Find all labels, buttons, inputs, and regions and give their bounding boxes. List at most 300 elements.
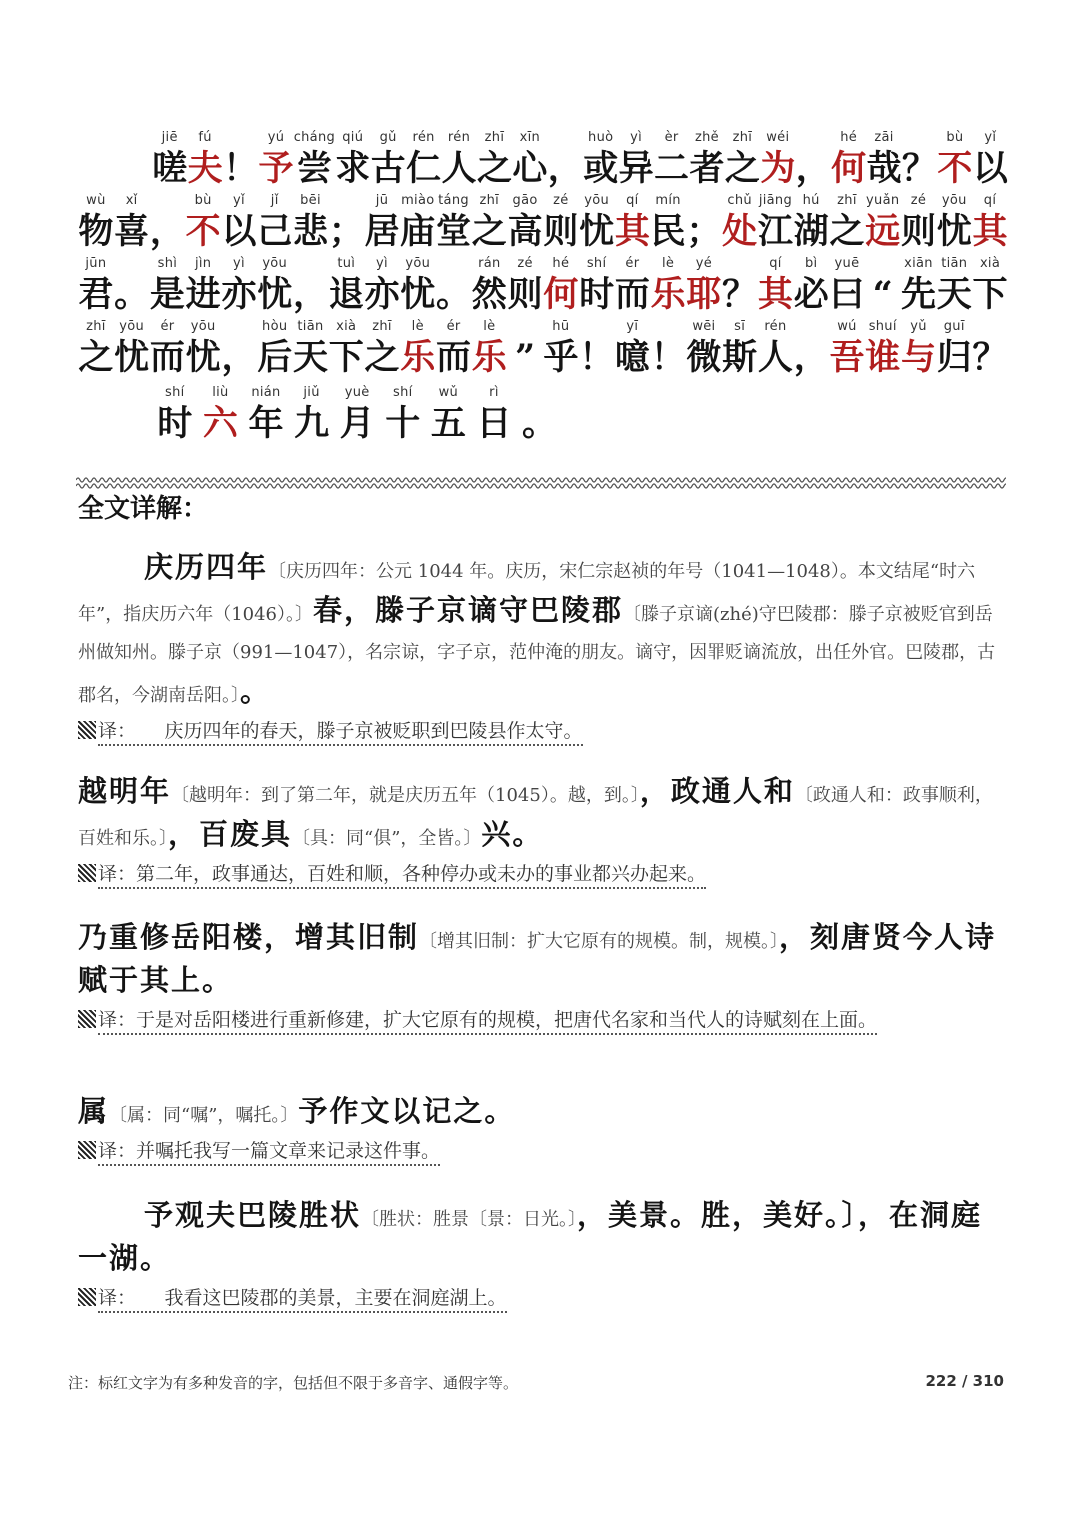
pinyin: bù — [194, 193, 212, 208]
pinyin: xīn — [519, 130, 541, 145]
source-text: 。 — [240, 674, 272, 708]
pinyin: qí — [769, 256, 782, 271]
pinyin: zhī — [837, 193, 857, 208]
pinyin: lè — [411, 319, 424, 334]
pinyin: bù — [946, 130, 964, 145]
pinyin: bì — [804, 256, 818, 271]
ruby-char — [507, 255, 543, 317]
ruby-char — [335, 129, 370, 191]
ruby-char — [654, 129, 689, 191]
pinyin: zhī — [732, 130, 753, 145]
ruby-char — [686, 192, 722, 254]
pinyin: yī — [626, 319, 639, 334]
pinyin: wù — [86, 193, 106, 208]
ruby-char — [796, 129, 831, 191]
ruby-char — [114, 255, 150, 317]
ruby-char — [902, 129, 937, 191]
pinyin: shí — [393, 385, 413, 400]
ruby-char — [150, 318, 186, 380]
hanzi: “ — [872, 274, 893, 315]
ruby-char — [400, 318, 436, 380]
ruby-char — [579, 318, 615, 380]
pinyin: lè — [662, 256, 675, 271]
pinyin: jiāng — [758, 193, 793, 208]
ruby-char — [760, 129, 795, 191]
ruby-char — [793, 255, 829, 317]
hanzi: 天 — [292, 337, 328, 378]
ruby-char — [370, 129, 405, 191]
pinyin: yǔ — [910, 319, 927, 334]
pinyin: tuì — [337, 256, 356, 271]
pinyin: ér — [625, 256, 640, 271]
ruby-char — [185, 192, 221, 254]
hanzi: 民 — [650, 211, 686, 252]
pinyin: jìn — [194, 256, 212, 271]
polyphonic-char: 乐 — [400, 337, 436, 378]
pinyin: yuè — [344, 385, 370, 400]
hanzi: ， — [149, 211, 185, 252]
pinyin: jū — [375, 193, 389, 208]
pinyin: lè — [483, 319, 496, 334]
ruby-char — [187, 129, 222, 191]
ruby-char — [400, 192, 436, 254]
annotation: 〔政通人和：政事顺利，百姓和乐。〕 — [78, 785, 993, 849]
ruby-char — [221, 255, 257, 317]
pinyin: rén — [447, 130, 471, 145]
hanzi: 忧 — [579, 211, 615, 252]
pinyin: huò — [588, 130, 614, 145]
hanzi: ” — [515, 337, 536, 378]
hanzi: 之 — [829, 211, 865, 252]
ruby-char — [901, 318, 937, 380]
ruby-char — [152, 384, 198, 446]
annotation: 〔胜状：胜景〔景：日光。〕 — [361, 1209, 578, 1230]
translation: 译：于是对岳阳楼进行重新修建，扩大它原有的规模，把唐代名家和当代人的诗赋刻在上面。 — [98, 1009, 877, 1035]
hanzi: 乎 — [543, 337, 579, 378]
pinyin: wú — [837, 319, 857, 334]
annotation: 〔越明年：到了第二年，就是庆历五年（1045）。越，到。〕 — [171, 785, 640, 806]
ruby-char — [78, 255, 114, 317]
source-text: ，美景。胜，美好。〕，在洞庭一湖。 — [78, 1198, 983, 1275]
explanation-entry-5 — [78, 1196, 1004, 1314]
hanzi: 则 — [543, 211, 579, 252]
hanzi: 心 — [512, 148, 548, 189]
ruby-char — [507, 192, 543, 254]
ruby-char — [722, 318, 758, 380]
hanzi: 或 — [583, 148, 619, 189]
translation-icon — [78, 1288, 96, 1306]
ruby-char — [471, 318, 507, 380]
ruby-char — [650, 318, 686, 380]
ruby-char — [441, 129, 476, 191]
ruby-char — [829, 318, 865, 380]
polyphonic-char: 乐 — [650, 274, 686, 315]
polyphonic-char: 不 — [185, 211, 221, 252]
ruby-char — [548, 129, 583, 191]
hanzi: ！ — [223, 148, 259, 189]
ruby-char — [972, 318, 1008, 380]
hanzi: ！ — [650, 337, 686, 378]
pinyin: zāi — [874, 130, 894, 145]
pinyin: qiú — [342, 130, 364, 145]
polyphonic-char: 夫 — [187, 148, 223, 189]
hanzi: 时 — [579, 274, 615, 315]
pinyin: zhī — [372, 319, 392, 334]
annotation: 〔具：同“俱”，全皆。〕 — [292, 828, 482, 849]
hanzi: ？ — [902, 148, 938, 189]
ruby-char — [831, 129, 866, 191]
hanzi: 之 — [78, 337, 114, 378]
pinyin: jūn — [85, 256, 107, 271]
pinyin: zé — [517, 256, 533, 271]
ruby-char — [436, 255, 472, 317]
ruby-char — [758, 318, 794, 380]
hanzi: 物 — [78, 211, 114, 252]
ruby-char — [543, 255, 579, 317]
ruby-char — [364, 318, 400, 380]
ruby-char — [936, 318, 972, 380]
hanzi: 忧 — [257, 274, 293, 315]
hanzi: 退 — [328, 274, 364, 315]
pinyin: zhī — [484, 130, 505, 145]
pinyin: rén — [764, 319, 787, 334]
ruby-char — [936, 192, 972, 254]
explanation-entry-4 — [78, 1092, 1004, 1167]
pinyin: shì — [157, 256, 178, 271]
pinyin: nián — [251, 385, 281, 400]
pinyin: qí — [983, 193, 997, 208]
pinyin: hé — [840, 130, 858, 145]
ruby-char — [650, 255, 686, 317]
hanzi: 归 — [936, 337, 972, 378]
hanzi: 之 — [471, 211, 507, 252]
pinyin: yōu — [405, 256, 431, 271]
pinyin: yǐ — [232, 193, 245, 208]
hanzi: ， — [292, 274, 328, 315]
ruby-char — [289, 384, 335, 446]
ruby-char — [221, 318, 257, 380]
polyphonic-char: 其 — [757, 274, 793, 315]
pinyin: chǔ — [727, 193, 752, 208]
ruby-char — [364, 255, 400, 317]
pinyin: zé — [553, 193, 569, 208]
ruby-char — [758, 255, 794, 317]
ruby-char — [937, 129, 972, 191]
hanzi: 亦 — [221, 274, 257, 315]
polyphonic-char: 何 — [543, 274, 579, 315]
hanzi: 先 — [900, 274, 936, 315]
ruby-char — [901, 255, 937, 317]
pinyin: hòu — [262, 319, 288, 334]
hanzi: 忧 — [936, 211, 972, 252]
hanzi: 之 — [364, 337, 400, 378]
hanzi: 君 — [78, 274, 114, 315]
ruby-char — [150, 255, 186, 317]
ruby-char — [426, 384, 472, 446]
ruby-char — [328, 255, 364, 317]
polyphonic-char: 谁 — [865, 337, 901, 378]
translation: 译：第二年，政事通达，百姓和顺，各种停办或未办的事业都兴办起来。 — [98, 863, 706, 889]
hanzi: 曰 — [829, 274, 865, 315]
pinyin: yǐ — [984, 130, 997, 145]
ruby-char — [901, 192, 937, 254]
ruby-char — [579, 192, 615, 254]
polyphonic-char: 为 — [760, 148, 796, 189]
pinyin: zhě — [694, 130, 719, 145]
pinyin: tiān — [297, 319, 324, 334]
ruby-char — [758, 192, 794, 254]
ruby-char — [436, 318, 472, 380]
ruby-char — [293, 318, 329, 380]
ruby-char — [150, 192, 186, 254]
hanzi: 仁 — [406, 148, 442, 189]
annotation: 〔滕子京谪(zhé)守巴陵郡：滕子京被贬官到岳州做知州。滕子京（991—1047），名宗谅，字子京，范仲淹的朋友。谪守，因罪贬谪流放，出任外官。巴陵郡，古郡名，今湖南岳阳。〕 — [78, 604, 996, 706]
pinyin: bēi — [300, 193, 321, 208]
ruby-char — [614, 318, 650, 380]
hanzi: 尝 — [296, 148, 332, 189]
polyphonic-char: 耶 — [686, 274, 722, 315]
pinyin: ér — [160, 319, 175, 334]
hanzi: 下 — [328, 337, 364, 378]
hanzi: ， — [547, 148, 583, 189]
hanzi: 江 — [757, 211, 793, 252]
hanzi: 。 — [436, 274, 472, 315]
ruby-char — [517, 384, 563, 446]
source-text: ，刻唐贤今人诗赋于其上。 — [78, 920, 997, 997]
polyphonic-char: 六 — [202, 403, 238, 444]
pinyin: jǐ — [270, 193, 279, 208]
polyphonic-char: 与 — [900, 337, 936, 378]
hanzi: 。 — [114, 274, 150, 315]
pinyin: rén — [412, 130, 435, 145]
source-text: 予观夫巴陵胜状 — [144, 1198, 362, 1232]
hanzi: 忧 — [400, 274, 436, 315]
ruby-char — [512, 129, 547, 191]
ruby-char — [364, 192, 400, 254]
pinyin: gǔ — [379, 130, 397, 145]
ruby-char — [221, 192, 257, 254]
hanzi: 下 — [972, 274, 1008, 315]
ruby-char — [436, 192, 472, 254]
hanzi: 噫 — [614, 337, 650, 378]
pinyin: hé — [552, 256, 570, 271]
ruby-char — [257, 318, 293, 380]
ruby-char — [829, 255, 865, 317]
hanzi: 人 — [757, 337, 793, 378]
hanzi: 月 — [339, 403, 375, 444]
source-text: ，政通人和 — [639, 774, 795, 808]
ruby-char — [471, 192, 507, 254]
hanzi: 后 — [257, 337, 293, 378]
pinyin: jiǔ — [303, 385, 320, 400]
ruby-char — [793, 318, 829, 380]
section-title: 全文详解： — [78, 494, 209, 524]
ruby-char — [686, 318, 722, 380]
hanzi: 以 — [972, 148, 1008, 189]
hanzi: 己 — [257, 211, 293, 252]
ruby-char — [257, 255, 293, 317]
pinyin: xǐ — [125, 193, 138, 208]
pinyin: yōu — [941, 193, 967, 208]
pinyin: xiān — [904, 256, 933, 271]
hanzi: 异 — [618, 148, 654, 189]
pinyin: qí — [626, 193, 639, 208]
hanzi: 庙 — [400, 211, 436, 252]
hanzi: 而 — [436, 337, 472, 378]
hanzi: ？ — [722, 274, 758, 315]
hanzi: ， — [221, 337, 257, 378]
ruby-char — [972, 255, 1008, 317]
pinyin: miào — [401, 193, 435, 208]
hanzi: 而 — [149, 337, 185, 378]
ruby-char — [198, 384, 244, 446]
translation: 译： 庆历四年的春天，滕子京被贬职到巴陵县作太守。 — [98, 720, 583, 746]
pinyin: yuǎn — [866, 193, 900, 208]
ruby-char — [543, 318, 579, 380]
ruby-char — [258, 129, 293, 191]
pinyin: yé — [695, 256, 713, 271]
pinyin: gāo — [512, 193, 538, 208]
pinyin: yōu — [190, 319, 216, 334]
hanzi: 是 — [149, 274, 185, 315]
explanation-entry-2 — [78, 772, 1004, 890]
explanation-entry-1 — [78, 548, 1004, 747]
ruby-char — [294, 129, 335, 191]
text-line — [78, 317, 1008, 380]
pinyin: wéi — [766, 130, 790, 145]
ruby-char — [579, 255, 615, 317]
ruby-char — [471, 384, 517, 446]
hanzi: 湖 — [793, 211, 829, 252]
pinyin: cháng — [293, 130, 336, 145]
hanzi: ！ — [579, 337, 615, 378]
hanzi: 求 — [335, 148, 371, 189]
ruby-char — [477, 129, 512, 191]
ruby-char — [972, 192, 1008, 254]
ruby-char — [865, 255, 901, 317]
pinyin: xià — [979, 256, 1001, 271]
pinyin: ér — [446, 319, 461, 334]
ruby-char — [722, 255, 758, 317]
pinyin: xià — [336, 319, 357, 334]
ruby-char — [543, 192, 579, 254]
polyphonic-char: 吾 — [829, 337, 865, 378]
text-line — [78, 254, 1008, 317]
translation-icon — [78, 864, 96, 882]
ruby-char — [185, 255, 221, 317]
source-text: 予作文以记之。 — [298, 1094, 516, 1128]
ruby-char — [618, 129, 653, 191]
text-line — [78, 128, 1008, 191]
pinyin: tiān — [941, 256, 968, 271]
hanzi: 忧 — [185, 337, 221, 378]
ruby-char — [614, 255, 650, 317]
hanzi: 则 — [900, 211, 936, 252]
ruby-char — [866, 129, 901, 191]
source-text: 春，滕子京谪守巴陵郡 — [313, 593, 624, 627]
translation-icon — [78, 721, 96, 739]
hanzi: 亦 — [364, 274, 400, 315]
ruby-char — [865, 192, 901, 254]
pinyin: rán — [478, 256, 501, 271]
ruby-char — [380, 384, 426, 446]
pinyin: zhī — [479, 193, 500, 208]
hanzi: 以 — [221, 211, 257, 252]
ruby-char — [793, 192, 829, 254]
hanzi: ？ — [972, 337, 1008, 378]
ruby-char — [152, 129, 187, 191]
hanzi: ， — [793, 337, 829, 378]
annotation: 〔庆历四年：公元 1044 年。庆历，宋仁宗赵祯的年号（1041—1048）。本文结尾“时六年”，指庆历六年（1046）。〕 — [78, 561, 976, 625]
hanzi: 嗟 — [152, 148, 188, 189]
translation-icon — [78, 1141, 96, 1159]
hanzi: 高 — [507, 211, 543, 252]
ruby-char — [936, 255, 972, 317]
ruby-char — [114, 318, 150, 380]
source-text: 属 — [78, 1094, 110, 1128]
ruby-char — [686, 255, 722, 317]
hanzi: 天 — [936, 274, 972, 315]
ruby-char — [185, 318, 221, 380]
ruby-char — [583, 129, 618, 191]
ruby-char — [722, 192, 758, 254]
pinyin: zhī — [86, 319, 106, 334]
ruby-char — [865, 318, 901, 380]
pinyin-text-block — [78, 128, 1008, 446]
hanzi: 十 — [385, 403, 421, 444]
pinyin: mín — [655, 193, 681, 208]
pinyin: jiē — [161, 130, 178, 145]
hanzi: 斯 — [722, 337, 758, 378]
source-text: 乃重修岳阳楼，增其旧制 — [78, 920, 420, 954]
hanzi: 者 — [689, 148, 725, 189]
pinyin: yuē — [834, 256, 860, 271]
polyphonic-char: 乐 — [471, 337, 507, 378]
page-number: 222 / 310 — [925, 1372, 1004, 1390]
pinyin: shí — [165, 385, 185, 400]
hanzi: 年 — [248, 403, 284, 444]
pinyin: fú — [198, 130, 212, 145]
source-text: ，百废具 — [168, 817, 293, 851]
hanzi: 必 — [793, 274, 829, 315]
footer-note: 注：标红文字为有多种发音的字，包括但不限于多音字、通假字等。 — [68, 1374, 519, 1392]
ruby-char — [78, 192, 114, 254]
polyphonic-char: 不 — [937, 148, 973, 189]
wavy-divider — [76, 476, 1006, 490]
pinyin: wǔ — [438, 385, 459, 400]
hanzi: 喜 — [114, 211, 150, 252]
pinyin: èr — [664, 130, 679, 145]
hanzi: 悲 — [292, 211, 328, 252]
polyphonic-char: 何 — [831, 148, 867, 189]
pinyin: sī — [734, 319, 746, 334]
ruby-char — [471, 255, 507, 317]
hanzi: 忧 — [114, 337, 150, 378]
hanzi: 微 — [686, 337, 722, 378]
ruby-char — [293, 192, 329, 254]
pinyin: wēi — [692, 319, 716, 334]
ruby-char — [406, 129, 441, 191]
translation-icon — [78, 1010, 96, 1028]
ruby-char — [328, 192, 364, 254]
pinyin: yì — [376, 256, 388, 271]
pinyin: yōu — [262, 256, 288, 271]
hanzi: 居 — [364, 211, 400, 252]
ruby-char — [328, 318, 364, 380]
explanation-entry-3 — [78, 918, 1004, 1036]
translation: 译：并嘱托我写一篇文章来记录这件事。 — [98, 1140, 440, 1166]
hanzi: 时 — [157, 403, 193, 444]
